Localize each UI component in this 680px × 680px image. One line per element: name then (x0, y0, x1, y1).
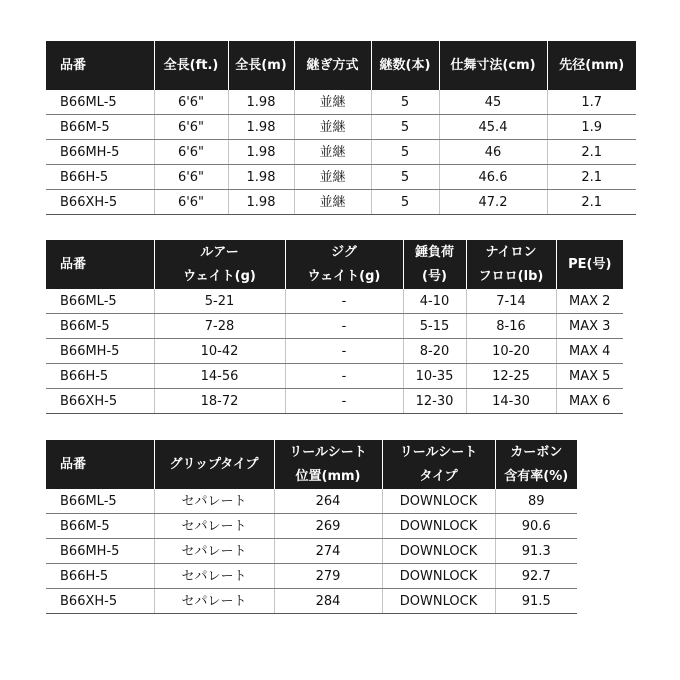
model-cell: B66H-5 (46, 564, 154, 589)
table-cell: 10-42 (154, 339, 285, 364)
table-cell: 92.7 (495, 564, 577, 589)
column-header: 先径(mm) (547, 41, 636, 90)
table-cell: 1.98 (228, 140, 294, 165)
table-cell: 279 (274, 564, 382, 589)
table-cell: 7-14 (466, 289, 556, 314)
table-cell: 8-16 (466, 314, 556, 339)
column-header: 継ぎ方式 (294, 41, 371, 90)
spec-table-ratings (46, 240, 623, 414)
table-cell: 並継 (294, 115, 371, 140)
table-cell: 2.1 (547, 165, 636, 190)
table-cell: 1.98 (228, 90, 294, 115)
table-cell: 6'6" (154, 190, 228, 215)
table-cell: 7-28 (154, 314, 285, 339)
model-cell: B66ML-5 (46, 489, 154, 514)
table-row (46, 489, 577, 514)
table-cell: 10-35 (403, 364, 466, 389)
table-row (46, 364, 623, 389)
table-cell: セパレート (154, 564, 274, 589)
table-cell: MAX 5 (556, 364, 623, 389)
table-cell: 91.3 (495, 539, 577, 564)
table-cell: 6'6" (154, 140, 228, 165)
header-line: ウェイト(g) (307, 268, 381, 284)
column-header (382, 440, 495, 489)
table-cell: - (285, 314, 403, 339)
header-line: リールシート (289, 444, 367, 460)
table-cell: セパレート (154, 489, 274, 514)
table-cell: DOWNLOCK (382, 564, 495, 589)
header-line: ウェイト(g) (183, 268, 256, 284)
model-cell: B66XH-5 (46, 589, 154, 614)
column-header (285, 240, 403, 289)
table-cell: 8-20 (403, 339, 466, 364)
column-header: 品番 (46, 41, 154, 90)
column-header (403, 240, 466, 289)
table-cell: 46 (439, 140, 547, 165)
model-cell: B66H-5 (46, 364, 154, 389)
table-cell: 1.98 (228, 190, 294, 215)
table-cell: DOWNLOCK (382, 514, 495, 539)
table-row (46, 539, 577, 564)
table-cell: - (285, 364, 403, 389)
model-cell: B66MH-5 (46, 539, 154, 564)
table-row (46, 564, 577, 589)
table-cell: 6'6" (154, 90, 228, 115)
table-cell: 6'6" (154, 165, 228, 190)
table-cell: - (285, 339, 403, 364)
column-header (556, 240, 623, 289)
table-cell: MAX 2 (556, 289, 623, 314)
table-cell: 並継 (294, 190, 371, 215)
table-cell: 並継 (294, 90, 371, 115)
header-line: ジグ (331, 244, 357, 260)
header-line: フロロ(lb) (478, 268, 544, 284)
header-line: (号) (422, 268, 447, 284)
table-cell: 1.98 (228, 115, 294, 140)
column-header: 継数(本) (371, 41, 439, 90)
table-cell: セパレート (154, 539, 274, 564)
table-cell: 45.4 (439, 115, 547, 140)
table-cell: 5 (371, 90, 439, 115)
table-cell: 2.1 (547, 190, 636, 215)
table-header-row (46, 41, 636, 90)
table-row (46, 165, 636, 190)
column-header: 全長(ft.) (154, 41, 228, 90)
table-cell: 10-20 (466, 339, 556, 364)
table-row (46, 339, 623, 364)
table-header-row (46, 440, 577, 489)
table-cell: 12-30 (403, 389, 466, 414)
table-cell: 45 (439, 90, 547, 115)
table-cell: セパレート (154, 514, 274, 539)
header-line: リールシート (399, 444, 478, 460)
table-cell: 269 (274, 514, 382, 539)
header-line: ナイロン (485, 244, 537, 260)
table-cell: - (285, 289, 403, 314)
table-cell: 5-15 (403, 314, 466, 339)
header-line: グリップタイプ (169, 456, 259, 472)
model-cell: B66ML-5 (46, 289, 154, 314)
table-row (46, 115, 636, 140)
table-cell: 5 (371, 115, 439, 140)
column-header (46, 440, 154, 489)
model-cell: B66M-5 (46, 314, 154, 339)
table-cell: 90.6 (495, 514, 577, 539)
table-cell: 89 (495, 489, 577, 514)
table-cell: 5 (371, 165, 439, 190)
table-cell: 264 (274, 489, 382, 514)
header-line: カーボン (510, 444, 563, 460)
header-line: 位置(mm) (295, 468, 361, 484)
table-cell: 14-56 (154, 364, 285, 389)
table-cell: 18-72 (154, 389, 285, 414)
table-cell: DOWNLOCK (382, 589, 495, 614)
table-cell: セパレート (154, 589, 274, 614)
table-header-row (46, 240, 623, 289)
model-cell: B66XH-5 (46, 190, 154, 215)
table-row (46, 140, 636, 165)
table-row (46, 90, 636, 115)
table-cell: MAX 4 (556, 339, 623, 364)
table-row (46, 190, 636, 215)
table-cell: MAX 6 (556, 389, 623, 414)
table-cell: 並継 (294, 165, 371, 190)
model-cell: B66MH-5 (46, 339, 154, 364)
header-line: PE(号) (568, 256, 612, 272)
table-cell: 47.2 (439, 190, 547, 215)
model-cell: B66M-5 (46, 115, 154, 140)
header-line: 含有率(%) (504, 468, 569, 484)
model-cell: B66M-5 (46, 514, 154, 539)
table-cell: 4-10 (403, 289, 466, 314)
table-cell: 2.1 (547, 140, 636, 165)
column-header (495, 440, 577, 489)
table-cell: 5 (371, 140, 439, 165)
table-cell: 5 (371, 190, 439, 215)
table-row (46, 289, 623, 314)
table-cell: 46.6 (439, 165, 547, 190)
spec-table-dimensions (46, 41, 636, 215)
column-header (46, 240, 154, 289)
column-header: 全長(m) (228, 41, 294, 90)
table-cell: 91.5 (495, 589, 577, 614)
column-header (274, 440, 382, 489)
table-cell: 14-30 (466, 389, 556, 414)
table-cell: - (285, 389, 403, 414)
header-line: タイプ (419, 468, 458, 484)
table-cell: 並継 (294, 140, 371, 165)
table-row (46, 514, 577, 539)
column-header (154, 240, 285, 289)
table-row (46, 314, 623, 339)
column-header (154, 440, 274, 489)
table-cell: 6'6" (154, 115, 228, 140)
table-cell: DOWNLOCK (382, 539, 495, 564)
table-cell: 1.98 (228, 165, 294, 190)
table-cell: 284 (274, 589, 382, 614)
table-row (46, 589, 577, 614)
table-cell: 1.9 (547, 115, 636, 140)
model-cell: B66ML-5 (46, 90, 154, 115)
table-cell: DOWNLOCK (382, 489, 495, 514)
table-cell: 1.7 (547, 90, 636, 115)
header-line: 品番 (60, 256, 87, 272)
column-header (466, 240, 556, 289)
table-cell: 12-25 (466, 364, 556, 389)
header-line: ルアー (200, 244, 239, 260)
model-cell: B66H-5 (46, 165, 154, 190)
model-cell: B66MH-5 (46, 140, 154, 165)
table-cell: 5-21 (154, 289, 285, 314)
header-line: 品番 (60, 456, 87, 472)
table-row (46, 389, 623, 414)
column-header: 仕舞寸法(cm) (439, 41, 547, 90)
table-cell: MAX 3 (556, 314, 623, 339)
model-cell: B66XH-5 (46, 389, 154, 414)
header-line: 錘負荷 (414, 244, 454, 260)
spec-table-grip (46, 440, 577, 614)
table-cell: 274 (274, 539, 382, 564)
